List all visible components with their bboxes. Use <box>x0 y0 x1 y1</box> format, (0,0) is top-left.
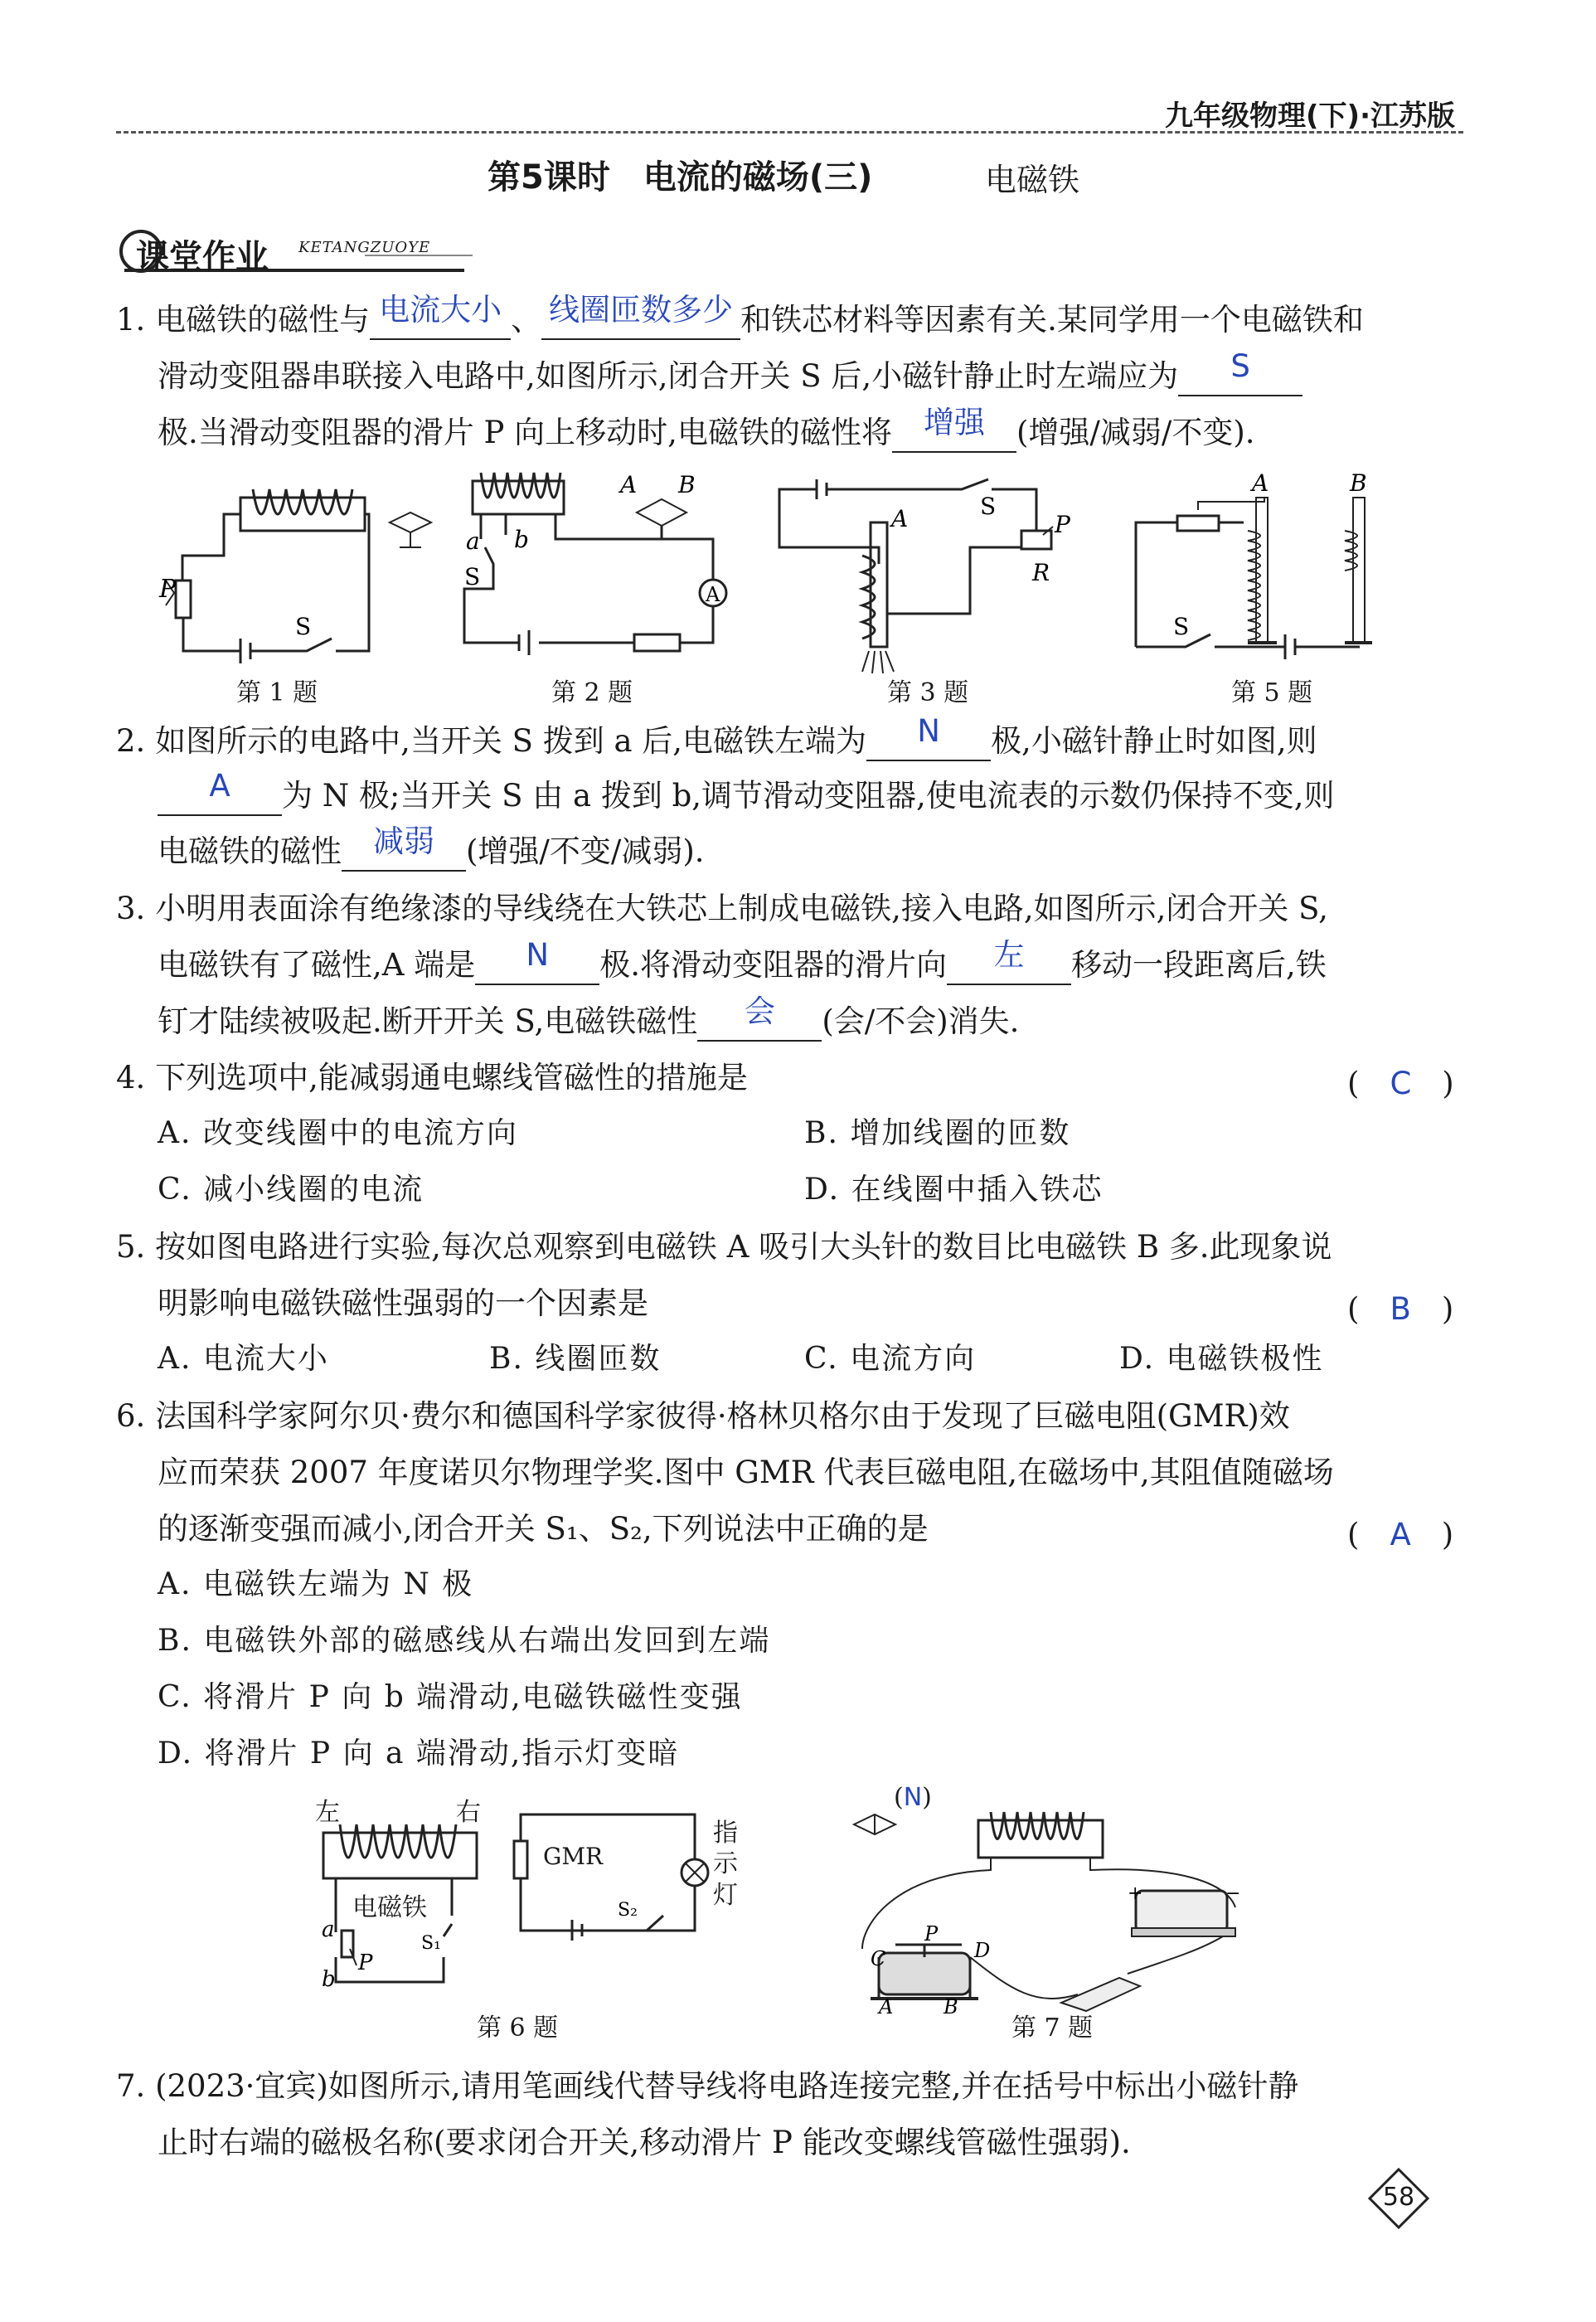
q1-number: 1. <box>116 302 146 338</box>
q3-text3: 极.将滑动变阻器的滑片向 <box>599 947 948 983</box>
svg-text:S: S <box>295 613 312 640</box>
q2-text2: 极,小磁针静止时如图,则 <box>991 723 1317 759</box>
q2-blank3[interactable] <box>342 823 466 872</box>
q4-option-d[interactable]: D. 在线圈中插入铁芯 <box>804 1173 1104 1207</box>
section-pinyin: KETANGZUOYE <box>298 239 431 256</box>
q3-blank1[interactable] <box>475 937 599 985</box>
q2-line3 <box>158 823 705 872</box>
q6-line2 <box>158 1453 1334 1493</box>
svg-text:a: a <box>466 527 480 555</box>
q6-line3 <box>158 1509 929 1549</box>
svg-text:R: R <box>1032 559 1050 586</box>
q6-text2: 应而荣获 2007 年度诺贝尔物理学奖.图中 GMR 代表巨磁电阻,在磁场中,其阻值随磁场 <box>158 1455 1334 1490</box>
q1-blank2[interactable] <box>541 292 740 340</box>
svg-text:B: B <box>1350 469 1367 497</box>
q2-line1 <box>116 713 1317 761</box>
fig5-caption: 第 5 题 <box>1231 678 1313 707</box>
book-title: 九年级物理(下)·江苏版 <box>1165 100 1455 133</box>
q4-stem <box>116 1058 748 1098</box>
q5-number: 5. <box>116 1229 146 1265</box>
q5-text1: 按如图电路进行实验,每次总观察到电磁铁 A 吸引大头针的数目比电磁铁 B 多.此现象说 <box>155 1229 1332 1265</box>
q2-number: 2. <box>116 723 146 759</box>
q1-answer4: 增强 <box>923 405 985 440</box>
lesson-subtitle: 电磁铁 <box>985 162 1080 198</box>
fig6-lamp-label-2: 示 <box>713 1849 738 1878</box>
q3-line1 <box>116 889 1328 929</box>
q5-line1 <box>116 1227 1332 1267</box>
fig7-caption: 第 7 题 <box>1011 2014 1094 2043</box>
q2-text4: 电磁铁的磁性 <box>158 833 342 869</box>
q2-text5: (增强/不变/减弱). <box>466 833 705 869</box>
fig2-caption: 第 2 题 <box>551 678 633 707</box>
svg-text:−: − <box>1225 1883 1241 1904</box>
q2-blank1[interactable] <box>866 713 991 761</box>
svg-text:b: b <box>514 526 529 553</box>
q6-number: 6. <box>116 1398 146 1434</box>
svg-text:S: S <box>464 563 481 590</box>
q6-option-c[interactable]: C. 将滑片 P 向 b 端滑动,电磁铁磁性变强 <box>158 1680 743 1714</box>
svg-text:B: B <box>944 1995 958 2018</box>
q2-answer1: N <box>917 713 940 749</box>
q1-blank4[interactable] <box>892 405 1016 453</box>
q3-blank3[interactable] <box>697 993 822 1042</box>
svg-text:S₁: S₁ <box>421 1933 441 1954</box>
svg-text:A: A <box>706 583 720 606</box>
q2-text3: 为 N 极;当开关 S 由 a 拨到 b,调节滑动变阻器,使电流表的示数仍保持不变,则 <box>282 778 1335 814</box>
q1-text4: 极.当滑动变阻器的滑片 P 向上移动时,电磁铁的磁性将 <box>158 415 892 450</box>
q4-option-c[interactable]: C. 减小线圈的电流 <box>158 1173 424 1207</box>
svg-text:P: P <box>1055 511 1070 538</box>
q6-answer-paren[interactable]: ( A ) <box>1347 1517 1454 1552</box>
q2-blank2[interactable] <box>158 768 282 816</box>
q5-option-a[interactable]: A. 电流大小 <box>158 1342 329 1376</box>
q2-answer2: A <box>209 768 230 804</box>
svg-text:C: C <box>871 1947 886 1970</box>
q4-option-a[interactable]: A. 改变线圈中的电流方向 <box>158 1116 518 1150</box>
fig7-apparatus <box>846 1791 1327 2023</box>
q6-answer: A <box>1390 1517 1411 1552</box>
svg-text:A: A <box>879 1995 894 2018</box>
q7-line1 <box>116 2067 1298 2106</box>
q2-text1: 如图所示的电路中,当开关 S 拨到 a 后,电磁铁左端为 <box>155 723 867 759</box>
svg-text:B: B <box>678 471 696 498</box>
fig3-caption: 第 3 题 <box>887 678 969 707</box>
fig1-caption: 第 1 题 <box>236 678 318 707</box>
q1-answer3: S <box>1230 348 1250 384</box>
q5-option-c[interactable]: C. 电流方向 <box>804 1342 977 1376</box>
fig7-pole-blank[interactable]: (N) <box>894 1783 932 1812</box>
q5-line2 <box>158 1284 648 1324</box>
svg-text:P: P <box>924 1922 939 1946</box>
q2-line2 <box>158 768 1335 816</box>
svg-text:P: P <box>159 575 177 604</box>
lesson-title: 第5课时 电流的磁场(三) <box>488 158 873 197</box>
q6-option-a[interactable]: A. 电磁铁左端为 N 极 <box>158 1567 474 1601</box>
page-number: 58 <box>1382 2183 1415 2212</box>
q3-line3 <box>158 993 1020 1042</box>
q3-answer3: 会 <box>744 993 775 1029</box>
q3-text4: 移动一段距离后,铁 <box>1071 947 1327 983</box>
svg-text:b: b <box>322 1967 336 1992</box>
fig6-label-left: 左 <box>315 1798 340 1827</box>
q1-answer2: 线圈匝数多少 <box>549 292 734 328</box>
q5-text2: 明影响电磁铁磁性强弱的一个因素是 <box>158 1285 648 1321</box>
svg-text:+: + <box>1128 1883 1143 1904</box>
svg-text:A: A <box>620 471 638 498</box>
fig6-label-right: 右 <box>456 1798 481 1827</box>
q3-text5: 钉才陆续被吸起.断开开关 S,电磁铁磁性 <box>158 1003 698 1039</box>
q5-answer: B <box>1390 1291 1411 1327</box>
q5-option-b[interactable]: B. 线圈匝数 <box>489 1342 662 1376</box>
q7-line2 <box>158 2123 1131 2163</box>
fig6-lamp-label-3: 灯 <box>713 1881 738 1910</box>
q1-blank1[interactable] <box>370 292 511 340</box>
q3-number: 3. <box>116 891 146 926</box>
q6-option-b[interactable]: B. 电磁铁外部的磁感线从右端出发回到左端 <box>158 1624 771 1658</box>
section-badge <box>116 222 481 280</box>
fig6-gmr-label: GMR <box>543 1843 604 1870</box>
fig5-circuit <box>1119 464 1484 680</box>
q7-number: 7. <box>116 2068 146 2104</box>
q1-answer1: 电流大小 <box>379 292 502 328</box>
q1-text1: 电磁铁的磁性与 <box>155 302 371 338</box>
q7-text2: 止时右端的磁极名称(要求闭合开关,移动滑片 P 能改变螺线管磁性强弱). <box>158 2125 1131 2160</box>
q5-option-d[interactable]: D. 电磁铁极性 <box>1119 1342 1324 1376</box>
svg-text:S: S <box>1173 613 1190 640</box>
section-label: 课堂作业 <box>136 238 269 276</box>
q1-text5: (增强/减弱/不变). <box>1016 415 1255 450</box>
fig3-circuit <box>763 464 1144 680</box>
q4-text: 下列选项中,能减弱通电螺线管磁性的措施是 <box>155 1060 748 1095</box>
q3-answer1: N <box>526 937 550 973</box>
q4-option-b[interactable]: B. 增加线圈的匝数 <box>804 1116 1071 1150</box>
q4-number: 4. <box>116 1060 146 1095</box>
q7-text1: (2023·宜宾)如图所示,请用笔画线代替导线将电路连接完整,并在括号中标出小磁针静 <box>155 2068 1299 2104</box>
q3-text6: (会/不会)消失. <box>822 1003 1020 1039</box>
q6-line1 <box>116 1397 1290 1436</box>
q3-blank2[interactable] <box>947 937 1071 985</box>
q1-text3: 滑动变阻器串联接入电路中,如图所示,闭合开关 S 后,小磁针静止时左端应为 <box>158 358 1179 394</box>
q1-blank3[interactable] <box>1178 348 1303 396</box>
q5-answer-paren[interactable]: ( B ) <box>1347 1291 1454 1327</box>
q1-line2 <box>158 348 1303 396</box>
svg-text:P: P <box>358 1950 373 1975</box>
figure-row-1 <box>116 464 1476 713</box>
q2-answer3: 减弱 <box>373 823 434 859</box>
q6-text3: 的逐渐变强而减小,闭合开关 S₁、S₂,下列说法中正确的是 <box>158 1511 929 1547</box>
q3-answer2: 左 <box>993 937 1025 973</box>
fig6-lamp-label-1: 指 <box>713 1819 738 1848</box>
q4-answer: C <box>1390 1066 1412 1101</box>
q1-sep: 、 <box>511 302 542 338</box>
q3-line2 <box>158 937 1327 985</box>
svg-text:A: A <box>891 505 909 532</box>
svg-text:A: A <box>1252 469 1269 497</box>
figure-row-2 <box>298 1783 1376 2057</box>
svg-text:a: a <box>322 1917 335 1942</box>
q1-text2: 和铁芯材料等因素有关.某同学用一个电磁铁和 <box>740 302 1364 338</box>
svg-text:S: S <box>980 493 997 520</box>
q1-line1 <box>116 292 1364 340</box>
q4-answer-paren[interactable]: ( C ) <box>1347 1066 1454 1101</box>
q3-text1: 小明用表面涂有绝缘漆的导线绕在大铁芯上制成电磁铁,接入电路,如图所示,闭合开关 S, <box>155 891 1328 926</box>
svg-text:S₂: S₂ <box>618 1900 638 1921</box>
fig6-core-label: 电磁铁 <box>352 1893 427 1922</box>
header-divider <box>116 131 1463 134</box>
q6-option-d[interactable]: D. 将滑片 P 向 a 端滑动,指示灯变暗 <box>158 1737 680 1771</box>
fig6-caption: 第 6 题 <box>477 2014 559 2043</box>
fig7-pole-answer: N <box>903 1783 923 1812</box>
q6-text1: 法国科学家阿尔贝·费尔和德国科学家彼得·格林贝格尔由于发现了巨磁电阻(GMR)效 <box>155 1398 1290 1434</box>
q3-text2: 电磁铁有了磁性,A 端是 <box>158 947 476 983</box>
q1-line3 <box>158 405 1255 453</box>
page-number-badge <box>1368 2168 1429 2229</box>
svg-text:D: D <box>974 1939 991 1962</box>
